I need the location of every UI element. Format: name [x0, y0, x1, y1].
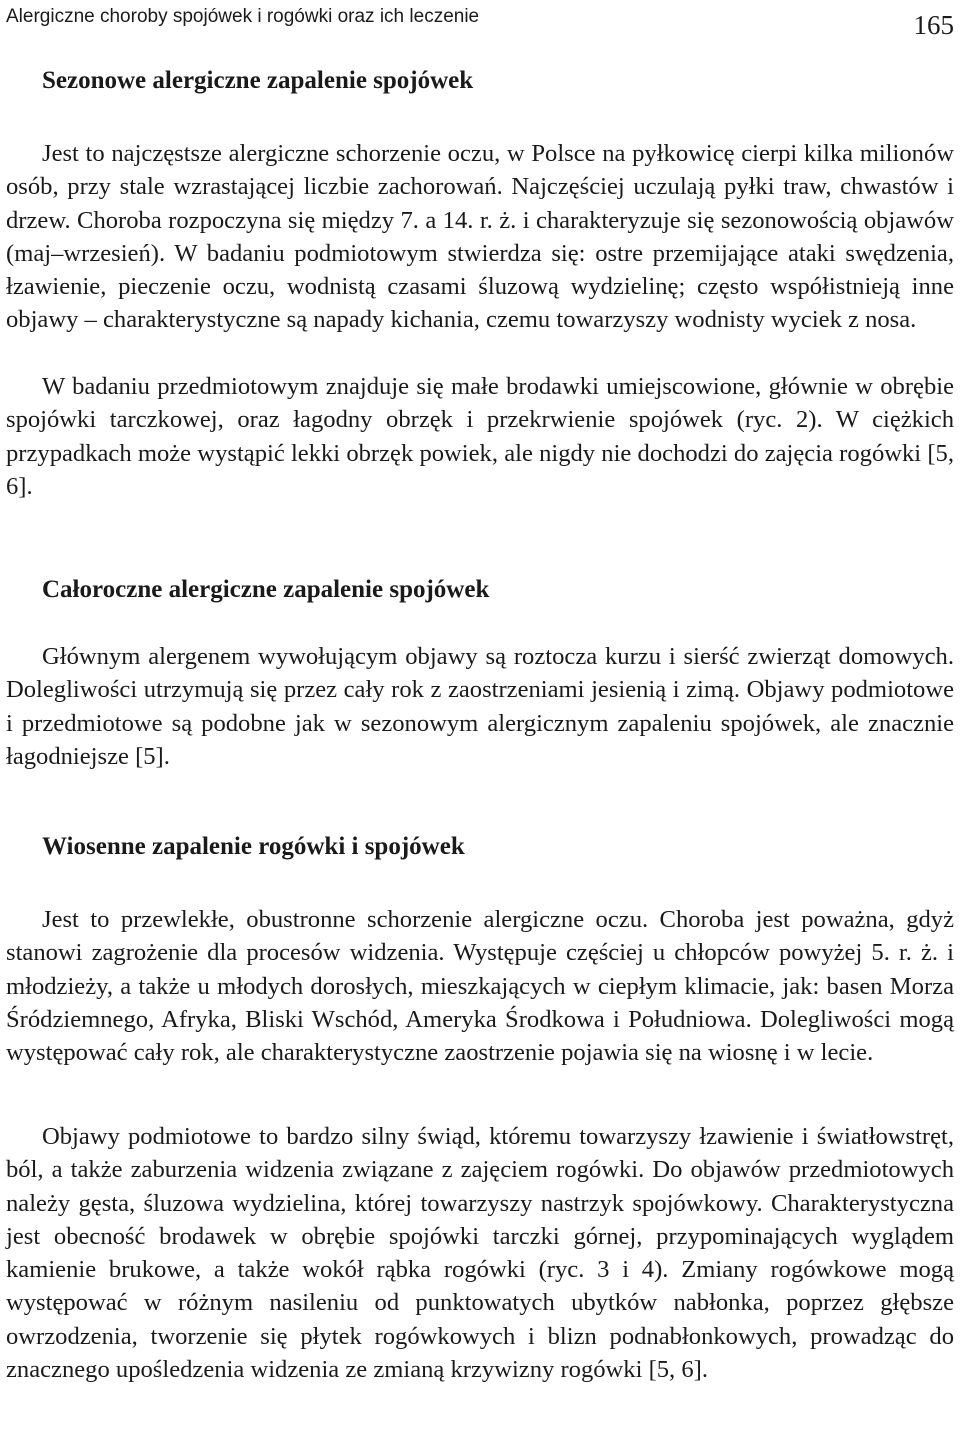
section-paragraph: Jest to najczęstsze alergiczne schorzenie oczu, w Polsce na pyłkowicę cierpi kilka milionów osób, przy stale wzrastającej liczbie zachorowań. Najczęściej uczulają pyłki traw, chwastów i drzew. Choroba rozpoczyna się między 7. a 14. r. ż. i charakteryzuje się sezonowością objawów (maj–wrzesień). W badaniu podmiotowym stwierdza się: ostre przemijające ataki swędzenia, łzawienie, pieczenie oczu, wodnistą czasami śluzową wydzielinę; często współistnieją inne objawy – charakterystyczne są napady kichania, czemu towarzyszy wodnisty wyciek z nosa.	[6, 140, 954, 334]
section-paragraph: Jest to przewlekłe, obustronne schorzenie alergiczne oczu. Choroba jest poważna, gdyż stanowi zagrożenie dla procesów widzenia. Występuje częściej u chłopców powyżej 5. r. ż. i młodzieży, a także u młodych dorosłych, mieszkających w ciepłym klimacie, jak: basen Morza Śródziemnego, Afryka, Bliski Wschód, Ameryka Środkowa i Południowa. Dolegliwości mogą występować cały rok, ale charakterystyczne zaostrzenie pojawia się na wiosnę i w lecie.	[6, 906, 954, 1067]
section-paragraph: Objawy podmiotowe to bardzo silny świąd, któremu towarzyszy łzawienie i światłowstręt, ból, a także zaburzenia widzenia związane z zajęciem rogówki. Do objawów przedmiotowych należy gęsta, śluzowa wydzielina, której towarzyszy nastrzyk spojówkowy. Charakterystyczna jest obecność brodawek w obrębie spojówki tarczki górnej, przypominających wyglądem kamienie brukowe, a także wokół rąbka rogówki (ryc. 3 i 4). Zmiany rogówkowe mogą występować w różnym nasileniu od punktowatych ubytków nabłonka, poprzez głębsze owrzodzenia, tworzenie się płytek rogówkowych i blizn podnabłonkowych, prowadząc do znacznego upośledzenia widzenia ze zmianą krzywizny rogówki [5, 6].	[6, 1123, 954, 1384]
section-heading-seasonal: Sezonowe alergiczne zapalenie spojówek	[42, 67, 474, 94]
section-paragraph: Głównym alergenem wywołującym objawy są roztocza kurzu i sierść zwierząt domowych. Dolegliwości utrzymują się przez cały rok z zaostrzeniami jesienią i zimą. Objawy podmiotowe i przedmiotowe są podobne jak w sezonowym alergicznym zapaleniu spojówek, ale znacznie łagodniejsze [5].	[6, 643, 954, 770]
section-heading-perennial: Całoroczne alergiczne zapalenie spojówek	[42, 576, 490, 603]
page-number: 165	[913, 10, 954, 40]
running-title: Alergiczne choroby spojówek i rogówki oraz ich leczenie	[6, 6, 480, 27]
running-header	[6, 6, 954, 46]
section-paragraph: W badaniu przedmiotowym znajduje się małe brodawki umiejscowione, głównie w obrębie spojówki tarczkowej, oraz łagodny obrzęk i przekrwienie spojówek (ryc. 2). W ciężkich przypadkach może wystąpić lekki obrzęk powiek, ale nigdy nie dochodzi do zajęcia rogówki [5, 6].	[6, 373, 954, 500]
section-heading-vernal: Wiosenne zapalenie rogówki i spojówek	[42, 833, 465, 860]
